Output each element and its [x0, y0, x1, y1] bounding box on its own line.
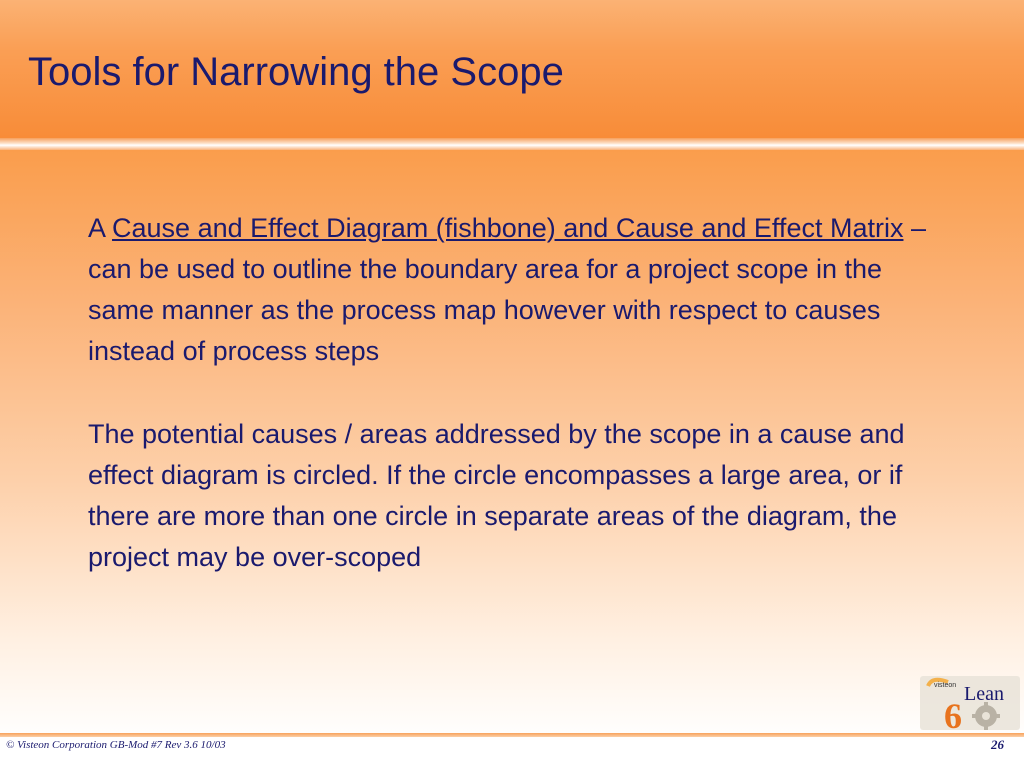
footer-copyright: © Visteon Corporation GB-Mod #7 Rev 3.6 10/03 — [6, 739, 226, 751]
logo-numeral: 6 — [944, 696, 962, 732]
logo-word: Lean — [964, 683, 1004, 705]
slide-body — [88, 208, 948, 578]
page-number: 26 — [991, 737, 1004, 752]
lean-six-sigma-logo — [918, 672, 1022, 732]
header-divider — [0, 138, 1024, 150]
cause-effect-link[interactable]: Cause and Effect Diagram (fishbone) and Cause and Effect Matrix — [112, 213, 904, 243]
slide-title: Tools for Narrowing the Scope — [28, 50, 564, 94]
logo-small-text: visteon — [934, 682, 957, 689]
paragraph-cause-effect — [88, 208, 948, 372]
paragraph-potential-causes: The potential causes / areas addressed by the scope in a cause and effect diagram is circled. If the circle encompasses a large area, or if there are more than one circle in separate areas of the diagram, the project may be over-scoped — [88, 419, 905, 572]
paragraph-lead: A — [88, 213, 113, 243]
footer-divider — [0, 733, 1024, 737]
paragraph-rest: – can be used to outline the boundary area for a project scope in the same manner as the process map however with respect to causes instead of process steps — [88, 213, 926, 366]
